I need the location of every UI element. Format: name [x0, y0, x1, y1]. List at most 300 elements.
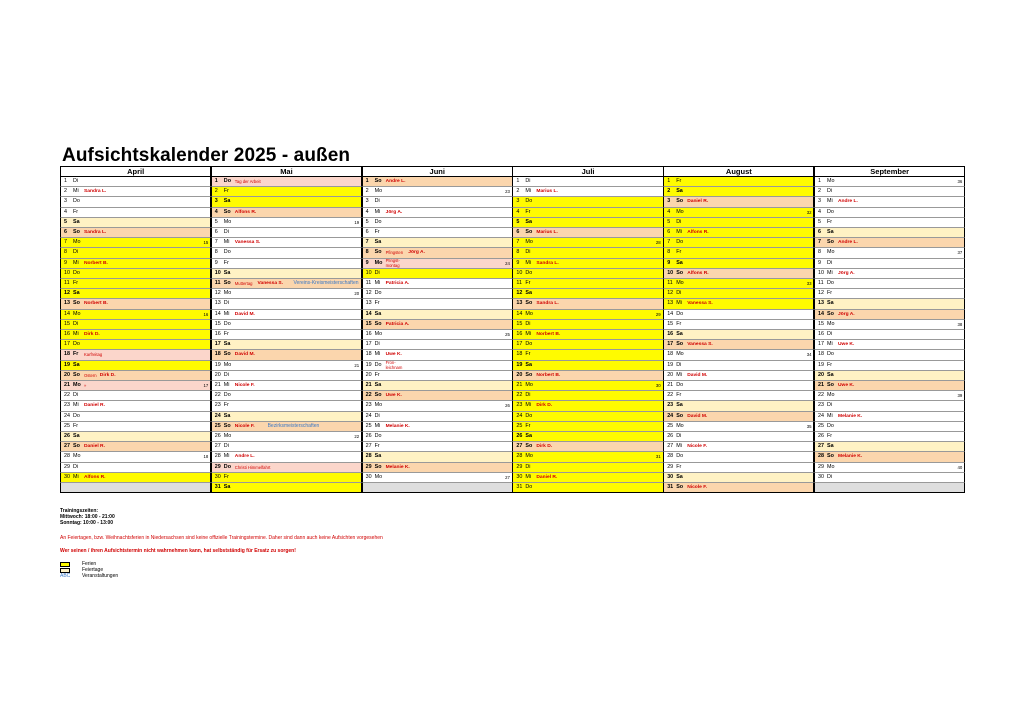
day-row — [814, 269, 965, 279]
weekday: Fr — [223, 188, 229, 195]
day-number: 11 — [214, 280, 221, 286]
day-number: 19 — [365, 361, 372, 368]
day-row — [814, 473, 965, 483]
legend-abc: ABC — [60, 573, 71, 580]
week-number: 17 — [203, 383, 209, 388]
weekday: Mo — [676, 208, 684, 215]
day-number: 26 — [214, 433, 221, 439]
supervisor-name: Norbert B. — [84, 301, 108, 307]
day-row — [663, 310, 814, 320]
day-row — [60, 483, 211, 493]
day-number: 30 — [64, 473, 70, 480]
day-number: 2 — [64, 188, 67, 195]
day-number: 4 — [214, 208, 218, 215]
week-number: 26 — [505, 403, 510, 409]
day-row — [211, 320, 362, 330]
holiday-note: Tag der Arbeit — [234, 179, 261, 184]
day-row — [362, 361, 513, 371]
day-number: 2 — [818, 188, 821, 195]
weekday: So — [73, 371, 80, 378]
day-number: 11 — [818, 280, 824, 286]
day-row — [814, 483, 965, 493]
supervisor-name: Alfons R. — [687, 230, 709, 235]
day-number: 14 — [516, 310, 523, 317]
day-number: 24 — [64, 412, 70, 419]
week-number: 19 — [354, 219, 360, 225]
day-number: 5 — [516, 218, 520, 225]
day-row — [512, 330, 663, 340]
weekday: Di — [374, 198, 380, 205]
day-number: 13 — [64, 300, 70, 307]
day-number: 24 — [667, 412, 674, 419]
day-number: 7 — [516, 239, 520, 246]
day-row — [362, 340, 513, 350]
day-number: 27 — [64, 443, 70, 450]
weekday: Mo — [827, 392, 835, 399]
weekday: Mo — [827, 178, 835, 184]
day-row — [362, 320, 513, 330]
day-number: 2 — [214, 188, 218, 195]
week-number: 39 — [957, 393, 963, 399]
weekday: Sa — [223, 269, 231, 276]
weekday: Di — [525, 178, 531, 184]
supervisor-name: Uwe K. — [385, 352, 402, 358]
weekday: Sa — [525, 290, 532, 297]
weekday: Sa — [525, 218, 532, 225]
weekday: Di — [525, 320, 531, 327]
day-number: 18 — [516, 351, 523, 358]
day-row — [814, 432, 965, 442]
weekday: Mi — [73, 188, 79, 195]
weekday: Mo — [676, 280, 684, 286]
weekday: Sa — [73, 290, 80, 297]
day-row — [60, 452, 211, 462]
day-row — [512, 218, 663, 228]
supervisor-name: Jörg A. — [385, 209, 403, 215]
day-number: 18 — [365, 351, 372, 358]
supervisor-name: Marius L. — [536, 189, 558, 195]
supervisor-name: Sandra L. — [84, 230, 107, 235]
day-number: 12 — [64, 290, 70, 297]
day-row — [60, 432, 211, 442]
day-number: 10 — [365, 269, 372, 276]
day-number: 20 — [365, 371, 372, 378]
day-row — [663, 238, 814, 248]
month-column-april — [60, 166, 211, 496]
day-row — [362, 412, 513, 422]
day-row — [512, 401, 663, 411]
holiday-note: Christi Himmelfahrt — [234, 464, 271, 470]
weekday: Di — [73, 320, 79, 327]
day-row — [60, 422, 211, 432]
calendar-grid — [60, 166, 965, 496]
day-row — [362, 248, 513, 258]
supervisor-name: Melanie K. — [385, 464, 410, 470]
holiday-note: » — [84, 383, 87, 388]
supervisor-name: Daniel R. — [84, 444, 105, 450]
day-number: 15 — [214, 320, 221, 327]
day-row — [663, 228, 814, 238]
day-number: 2 — [516, 188, 520, 195]
supervisor-name: Daniel R. — [687, 199, 709, 205]
day-row — [663, 422, 814, 432]
weekday: Mo — [223, 361, 232, 368]
supervisor-name: Marius L. — [536, 230, 558, 235]
day-number: 24 — [214, 412, 221, 419]
weekday: So — [676, 269, 684, 276]
day-number: 22 — [667, 392, 674, 399]
day-number: 5 — [667, 218, 671, 225]
day-number: 5 — [818, 218, 821, 225]
weekday: Mo — [73, 239, 81, 246]
day-number: 9 — [667, 259, 671, 266]
day-row — [362, 391, 513, 401]
weekday: Fr — [525, 280, 531, 286]
day-row — [814, 463, 965, 473]
day-row — [211, 340, 362, 350]
day-row — [512, 381, 663, 391]
day-row — [663, 350, 814, 360]
weekday: Fr — [827, 218, 833, 225]
weekday: So — [374, 392, 382, 399]
day-row — [362, 442, 513, 452]
weekday: Sa — [223, 198, 231, 205]
weekday: Di — [827, 331, 833, 337]
day-row — [211, 289, 362, 299]
day-number: 4 — [667, 208, 671, 215]
holiday-note: Karfreitag — [84, 352, 103, 358]
day-number: 24 — [818, 412, 824, 419]
day-row — [512, 432, 663, 442]
supervisor-name: Nicole F. — [687, 485, 708, 490]
legend-notes — [60, 508, 383, 581]
legend-box — [60, 561, 383, 581]
day-row — [211, 279, 362, 289]
day-row — [512, 340, 663, 350]
day-row — [362, 279, 513, 289]
day-row — [512, 279, 663, 289]
weekday: Mi — [525, 188, 532, 195]
event-label: Vereins-Kreismeisterschaften — [293, 280, 359, 286]
day-number: 3 — [667, 198, 671, 205]
supervisor-name: Jörg A. — [408, 250, 425, 256]
week-number: 25 — [505, 332, 510, 337]
supervisor-name: Patricia A. — [385, 321, 410, 327]
weekday: Mi — [827, 198, 833, 205]
weekday: Mi — [223, 310, 230, 317]
day-row — [814, 218, 965, 228]
supervisor-name: Nicole F. — [234, 383, 255, 388]
supervisor-name: Nicole F. — [687, 444, 708, 450]
day-number: 16 — [516, 331, 523, 337]
day-number: 22 — [365, 392, 372, 399]
supervisor-name: Uwe K. — [838, 383, 855, 388]
weekday: Fr — [223, 259, 229, 266]
supervisor-name: Andre L. — [234, 454, 255, 460]
day-row — [60, 289, 211, 299]
day-row — [60, 330, 211, 340]
weekday: Sa — [73, 218, 80, 225]
day-row — [663, 218, 814, 228]
day-row — [512, 452, 663, 462]
weekday: Do — [223, 178, 231, 184]
weekday: Sa — [827, 371, 834, 378]
day-number: 23 — [516, 402, 523, 409]
weekday: Di — [374, 412, 380, 419]
weekday: Mi — [223, 453, 230, 460]
day-row — [362, 208, 513, 218]
day-row — [60, 371, 211, 381]
day-number: 28 — [818, 453, 824, 460]
weekday: Fr — [525, 208, 531, 215]
weekday: Do — [73, 269, 80, 276]
weekday: Mo — [73, 453, 81, 460]
weekday: Do — [676, 310, 684, 317]
week-number: 36 — [957, 179, 963, 184]
weekday: So — [223, 280, 231, 286]
day-number: 11 — [667, 280, 673, 286]
day-row — [512, 259, 663, 269]
weekday: Mi — [374, 351, 381, 358]
day-number: 23 — [64, 402, 70, 409]
supervisor-name: Alfons R. — [687, 270, 709, 276]
weekday: Di — [223, 300, 229, 307]
day-row — [60, 310, 211, 320]
week-number: 22 — [354, 434, 360, 439]
day-row — [663, 401, 814, 411]
day-number: 10 — [64, 269, 70, 276]
day-row — [362, 483, 513, 493]
day-row — [663, 452, 814, 462]
day-row — [60, 279, 211, 289]
day-number: 1 — [516, 178, 520, 184]
supervisor-name: Vanessa S. — [687, 301, 713, 307]
week-number: 35 — [806, 423, 812, 429]
weekday: Sa — [525, 433, 532, 439]
day-row — [211, 187, 362, 197]
day-number: 28 — [214, 453, 221, 460]
weekday: Sa — [676, 259, 683, 266]
weekday: Mo — [374, 259, 383, 266]
supervisor-name: Andre L. — [838, 240, 858, 246]
day-number: 12 — [818, 290, 824, 297]
weekday: Do — [827, 351, 834, 358]
day-number: 15 — [818, 320, 824, 327]
day-row — [663, 330, 814, 340]
weekday: Do — [676, 453, 684, 460]
supervisor-name: Vanessa S. — [257, 281, 284, 286]
day-number: 17 — [667, 341, 674, 348]
day-number: 20 — [214, 371, 221, 378]
day-number: 9 — [818, 259, 821, 266]
day-number: 1 — [64, 178, 67, 184]
weekday: Di — [73, 392, 79, 399]
day-row — [60, 259, 211, 269]
training-sunday: Sonntag: 10:00 - 13:00 — [60, 520, 114, 527]
weekday: Di — [73, 463, 79, 470]
day-row — [211, 269, 362, 279]
day-row — [512, 208, 663, 218]
day-number: 7 — [818, 239, 821, 246]
day-number: 24 — [516, 412, 523, 419]
day-number: 3 — [516, 198, 520, 205]
day-number: 3 — [64, 198, 67, 205]
day-row — [362, 197, 513, 207]
day-number: 18 — [214, 351, 221, 358]
weekday: Mi — [827, 412, 833, 419]
day-number: 7 — [64, 239, 67, 246]
month-header: August — [663, 166, 814, 177]
day-row — [60, 340, 211, 350]
weekday: Mi — [73, 402, 79, 409]
weekday: Fr — [525, 422, 531, 429]
day-row — [60, 463, 211, 473]
weekday: Mo — [223, 433, 232, 439]
day-row — [814, 248, 965, 258]
weekday: Fr — [676, 178, 682, 184]
day-row — [362, 238, 513, 248]
day-row — [663, 340, 814, 350]
holiday-note: Pfingsten — [385, 250, 404, 256]
week-number: 20 — [354, 291, 360, 297]
day-row — [362, 310, 513, 320]
day-row — [512, 238, 663, 248]
month-column-juli — [512, 166, 663, 496]
weekday: Fr — [676, 249, 682, 256]
weekday: Fr — [73, 208, 79, 215]
weekday: So — [73, 300, 80, 307]
legend-label-veranstaltungen: Veranstaltungen — [82, 573, 119, 580]
weekday: Do — [223, 463, 231, 470]
day-number: 4 — [64, 208, 67, 215]
day-number: 29 — [818, 463, 824, 470]
day-row — [512, 422, 663, 432]
day-row — [663, 299, 814, 309]
day-row — [663, 442, 814, 452]
day-number: 28 — [365, 453, 372, 460]
day-number: 4 — [516, 208, 520, 215]
weekday: Sa — [223, 412, 231, 419]
weekday: Di — [73, 178, 79, 184]
weekday: Fr — [827, 361, 833, 368]
day-row — [814, 391, 965, 401]
day-number: 4 — [818, 208, 821, 215]
day-number: 13 — [818, 300, 824, 307]
day-row — [362, 401, 513, 411]
supervisor-name: Alfons R. — [234, 209, 257, 215]
weekday: Sa — [73, 433, 80, 439]
legend-label-feiertage: Feiertage — [82, 567, 104, 574]
weekday: Fr — [374, 300, 380, 307]
weekday: Mo — [374, 331, 383, 337]
day-number: 8 — [818, 249, 821, 256]
day-row — [60, 412, 211, 422]
day-number: 8 — [64, 249, 67, 256]
week-number: 29 — [655, 311, 661, 317]
day-row — [211, 228, 362, 238]
month-column-mai — [211, 166, 362, 496]
weekday: So — [73, 443, 80, 450]
weekday: So — [827, 453, 834, 460]
day-row — [814, 442, 965, 452]
day-number: 3 — [365, 198, 369, 205]
weekday: Di — [676, 290, 682, 297]
day-row — [663, 177, 814, 187]
day-number: 31 — [214, 484, 221, 490]
day-row — [362, 432, 513, 442]
training-title: Trainingszeiten: — [60, 508, 99, 514]
day-row — [814, 320, 965, 330]
day-row — [663, 463, 814, 473]
day-number: 6 — [64, 229, 67, 235]
day-row — [60, 197, 211, 207]
day-row — [362, 187, 513, 197]
weekday: Mi — [676, 229, 682, 235]
day-row — [60, 187, 211, 197]
day-number: 27 — [516, 443, 523, 450]
day-row — [60, 299, 211, 309]
supervisor-name: Sandra L. — [536, 260, 559, 266]
day-number: 2 — [365, 188, 369, 195]
day-number: 11 — [516, 280, 522, 286]
supervisor-name: Andre L. — [385, 179, 406, 184]
day-row — [60, 391, 211, 401]
weekday: Mi — [827, 341, 833, 348]
day-row — [663, 371, 814, 381]
day-row — [814, 422, 965, 432]
weekday: Sa — [223, 341, 231, 348]
day-number: 4 — [365, 208, 369, 215]
day-number: 28 — [516, 453, 523, 460]
day-number: 7 — [365, 239, 369, 246]
supervisor-name: Dirk D. — [536, 403, 553, 409]
weekday: Mo — [374, 473, 383, 480]
day-number: 14 — [365, 310, 372, 317]
day-number: 21 — [214, 382, 221, 388]
weekday: Di — [374, 269, 380, 276]
day-row — [512, 391, 663, 401]
weekday: Sa — [676, 473, 683, 480]
legend-label-ferien: Ferien — [82, 561, 97, 568]
day-number: 10 — [516, 269, 523, 276]
day-row — [512, 483, 663, 493]
day-row — [663, 412, 814, 422]
day-number: 9 — [516, 259, 520, 266]
weekday: Mo — [223, 290, 232, 297]
weekday: Mo — [525, 239, 533, 246]
day-row — [211, 483, 362, 493]
day-number: 23 — [214, 402, 221, 409]
day-number: 11 — [64, 280, 70, 286]
day-number: 8 — [667, 249, 671, 256]
day-number: 15 — [365, 320, 372, 327]
weekday: Sa — [676, 402, 683, 409]
weekday: Sa — [223, 484, 231, 490]
page-title: Aufsichtskalender 2025 - außen — [62, 145, 351, 166]
weekday: Mo — [676, 351, 684, 358]
day-row — [512, 228, 663, 238]
day-row — [362, 269, 513, 279]
weekday: Mi — [525, 259, 532, 266]
weekday: Mo — [827, 249, 835, 256]
weekday: So — [676, 341, 684, 348]
day-number: 8 — [214, 249, 218, 256]
day-number: 22 — [214, 392, 221, 399]
day-number: 26 — [818, 433, 824, 439]
day-number: 21 — [667, 382, 674, 388]
day-number: 6 — [365, 229, 369, 235]
day-number: 9 — [64, 259, 67, 266]
